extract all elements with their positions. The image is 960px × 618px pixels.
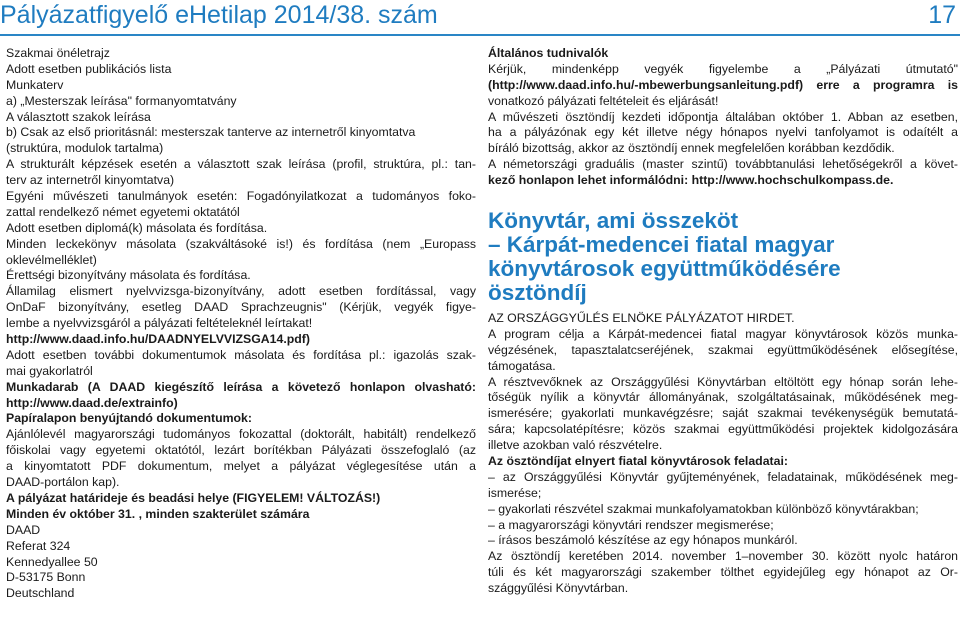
text-line: (struktúra, modulok tartalma)	[6, 141, 164, 156]
text-line: Papíralapon benyújtandó dokumentumok:	[6, 411, 252, 426]
page-header	[0, 0, 960, 36]
text-line: http://www.daad.info.hu/DAADNYELVVIZSGA14.pdf)	[6, 332, 310, 347]
general-info-section	[488, 46, 958, 189]
text-line: – gyakorlati részvétel szakmai munkafolyamatokban különböző könyvtárakban;	[488, 501, 919, 516]
text-line: sára; kapcsolatépítésre; közös szakmai együttműködési projektek kidolgozására	[488, 422, 958, 437]
text-line: terv az internetről kinyomtatva)	[6, 173, 175, 188]
text-line: D-53175 Bonn	[6, 570, 86, 585]
text-line: Kennedyallee 50	[6, 554, 98, 569]
text-line: Munkaterv	[6, 77, 64, 92]
text-line: Szakmai önéletrajz	[6, 46, 110, 60]
text-line: DAAD	[6, 522, 41, 537]
text-line: Adott esetben publikációs lista	[6, 61, 172, 76]
text-line: b) Csak az első prioritásnál: mesterszak tanterve az internetről kinyomtatva	[6, 125, 416, 140]
text-line: A németországi graduális (master szintű) továbbtanulási lehetőségekről a követ-	[488, 157, 958, 172]
text-line: Az ösztöndíj keretében 2014. november 1–november 30. között nyolc határon	[488, 549, 958, 564]
text-line: lembe a nyelvvizsgáról a pályázati feltételeknél leírtakat!	[6, 316, 313, 331]
headline-line-3: könyvtárosok együttműködésére	[488, 256, 841, 282]
text-line: bíráló bizottság, akkor az ösztöndíj ennek megfelelően korábban kezdődik.	[488, 141, 895, 156]
text-line: túli és két magyarországi szakember tölthet egyidejűleg egy hónapot az Or-	[488, 565, 958, 580]
text-line: A művészeti ösztöndíj kezdeti időpontja általában október 1. Abban az esetben,	[488, 109, 958, 124]
text-line: ismerése;	[488, 485, 542, 500]
text-line: A választott szakok leírása	[6, 109, 151, 124]
text-line: Egyéni művészeti tanulmányok esetén: Fogadónyilatkozat a tudományos foko-	[6, 189, 476, 204]
text-line: Ajánlólevél magyarországi tudományos fokozattal (doktorált, habitált) rendelkező	[6, 427, 476, 442]
text-line: tőségük nyílik a könyvtár állományának, szolgáltatásainak, működésének meg-	[488, 390, 958, 405]
text-line: A résztvevőknek az Országgyűlési Könyvtárban eltöltött egy hónap során lehe-	[488, 374, 958, 389]
text-line: ismerésére; gyakorlati munkavégzésre; saját szakmai tevékenységük bemutatá-	[488, 406, 958, 421]
text-line: zattal rendelkező német egyetemi oktatától	[6, 204, 240, 219]
text-line: a) „Mesterszak leírása" formanyomtatvány	[6, 93, 237, 108]
text-line: Deutschland	[6, 586, 75, 601]
text-line: Minden leckekönyv másolata (szakváltásoké is!) és fordítása (nem „Europass	[6, 236, 476, 251]
text-line: Az ösztöndíjat elnyert fiatal könyvtárosok feladatai:	[488, 454, 788, 469]
text-line: vonatkozó pályázati feltételeit és eljárását!	[488, 93, 719, 108]
text-line: oklevélmelléklet)	[6, 252, 97, 267]
right-column	[488, 46, 958, 597]
text-line: ha a pályázónak egy két illetve négy hónapos nyelvi tanfolyamot is odaítélt a	[488, 125, 958, 140]
text-line: végzésének, tapasztalatcseréjének, szakmai együttműködésének elősegítése,	[488, 342, 958, 357]
headline-line-2: – Kárpát-medencei fiatal magyar	[488, 232, 835, 258]
headline-line-1: Könyvtár, ami összeköt	[488, 208, 739, 234]
text-line: AZ ORSZÁGGYŰLÉS ELNÖKE PÁLYÁZATOT HIRDET.	[488, 311, 795, 326]
scholarship-section	[488, 311, 958, 597]
text-line: A strukturált képzések esetén a választott szak leírása (profil, struktúra, pl.: tan-	[6, 157, 476, 172]
text-line: Érettségi bizonyítvány másolata és fordítása.	[6, 268, 251, 283]
text-line: szággyűlési Könyvtárban.	[488, 581, 629, 596]
left-column	[6, 46, 476, 602]
text-line: Referat 324	[6, 538, 71, 553]
text-line: Államilag elismert nyelvvizsga-bizonyítvány, adott esetben fordítással, vagy	[6, 284, 476, 299]
text-line: Kérjük, mindenképp vegyék figyelembe a „Pályázati útmutató"	[488, 61, 958, 76]
text-line: illetve azokban való részvételre.	[488, 438, 663, 453]
text-line: főiskolai vagy egyetemi oktatótól, lezárt borítékban Pályázati összefoglaló (az	[6, 443, 476, 458]
text-line: Általános tudnivalók	[488, 46, 609, 60]
text-line: http://www.daad.de/extrainfo)	[6, 395, 178, 410]
text-line: Adott esetben további dokumentumok másolata és fordítása pl.: igazolás szak-	[6, 347, 476, 362]
text-line: A pályázat határideje és beadási helye (FIGYELEM! VÁLTOZÁS!)	[6, 490, 381, 505]
text-line: – a magyarországi könyvtári rendszer megismerése;	[488, 517, 774, 532]
text-line: Minden év október 31. , minden szakterület számára	[6, 506, 310, 521]
text-line: – írásos beszámoló készítése az egy hónapos munkáról.	[488, 533, 798, 548]
text-line: mai gyakorlatról	[6, 363, 93, 378]
text-line: Munkadarab (A DAAD kiegészítő leírása a követező honlapon olvasható:	[6, 379, 476, 394]
publication-title: Pályázatfigyelő eHetilap 2014/38. szám	[0, 1, 438, 29]
text-line: támogatása.	[488, 358, 556, 373]
text-line: OnDaF bizonyítvány, esetleg DAAD Sprachzeugnis" (Kérjük, vegyék figye-	[6, 300, 476, 315]
text-line: a kinyomtatott PDF dokumentum, melyet a pályázat véglegesítése után a	[6, 459, 476, 474]
text-line: A program célja a Kárpát-medencei fiatal magyar könyvtárosok közös munka-	[488, 326, 958, 341]
text-line: (http://www.daad.info.hu/-mbewerbungsanleitung.pdf) erre a programra is	[488, 77, 958, 92]
text-line: – az Országgyűlési Könyvtár gyűjteményének, feladatainak, működésének meg-	[488, 469, 958, 484]
headline-line-4: ösztöndíj	[488, 280, 587, 306]
text-line: kező honlapon lehet informálódni: http://www.hochschulkompass.de.	[488, 173, 894, 188]
page-number: 17	[928, 1, 956, 29]
text-line: Adott esetben diplomá(k) másolata és fordítása.	[6, 220, 268, 235]
text-line: DAAD-portálon kap).	[6, 475, 120, 490]
